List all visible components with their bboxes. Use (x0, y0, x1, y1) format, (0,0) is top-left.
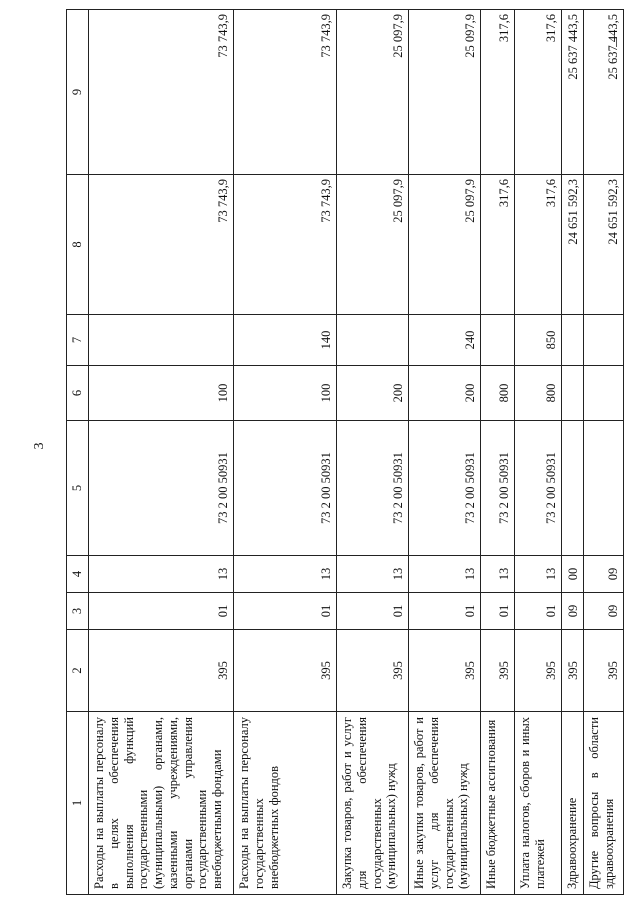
cell-target-article: 73 2 00 50931 (481, 421, 515, 556)
cell-rcode: 395 (234, 630, 337, 712)
header-col-rcode: 2 (67, 630, 89, 712)
cell-description: Иные бюджетные ассигнования (481, 712, 515, 895)
cell-amount-year-2: 73 743,9 (89, 10, 234, 175)
cell-expense-type: 100 (234, 366, 337, 421)
cell-amount-year-2: 25 637 443,5 (584, 10, 624, 175)
cell-section: 01 (409, 593, 481, 630)
cell-description: Другие вопросы в области здравоохранения (584, 712, 624, 895)
page-number: 3 (32, 442, 47, 450)
cell-subsection: 13 (515, 556, 562, 593)
cell-expense-type: 200 (337, 366, 409, 421)
cell-description: Уплата налогов, сборов и иных платежей (515, 712, 562, 895)
cell-amount-year-2: 25 637 443,5 (562, 10, 584, 175)
cell-rcode: 395 (337, 630, 409, 712)
table-row (89, 10, 234, 895)
header-col-amount-year-2: 9 (67, 10, 89, 175)
cell-section: 01 (234, 593, 337, 630)
table-row (481, 10, 515, 895)
cell-amount-year-1: 317,6 (515, 175, 562, 315)
header-col-target-article: 5 (67, 421, 89, 556)
table-row (337, 10, 409, 895)
cell-amount-year-2: 73 743,9 (234, 10, 337, 175)
cell-rcode: 395 (562, 630, 584, 712)
header-col-section: 3 (67, 593, 89, 630)
header-col-expense-subtype: 7 (67, 315, 89, 366)
cell-subsection: 00 (562, 556, 584, 593)
header-col-description: 1 (67, 712, 89, 895)
cell-amount-year-1: 24 651 592,3 (562, 175, 584, 315)
cell-section: 09 (584, 593, 624, 630)
cell-subsection: 13 (89, 556, 234, 593)
table-row (234, 10, 337, 895)
cell-amount-year-1: 317,6 (481, 175, 515, 315)
cell-target-article (584, 421, 624, 556)
cell-target-article (562, 421, 584, 556)
cell-expense-subtype (89, 315, 234, 366)
cell-amount-year-1: 24 651 592,3 (584, 175, 624, 315)
cell-expense-subtype (562, 315, 584, 366)
cell-subsection: 13 (481, 556, 515, 593)
cell-subsection: 13 (337, 556, 409, 593)
cell-description: Иные закупки товаров, работ и услуг для обеспечения государственных (муниципальных) нужд (409, 712, 481, 895)
budget-table (66, 9, 624, 895)
rotated-page-content (66, 10, 621, 895)
header-col-subsection: 4 (67, 556, 89, 593)
cell-expense-type: 800 (481, 366, 515, 421)
cell-expense-type (562, 366, 584, 421)
cell-target-article: 73 2 00 50931 (515, 421, 562, 556)
cell-expense-subtype: 240 (409, 315, 481, 366)
cell-rcode: 395 (89, 630, 234, 712)
cell-rcode: 395 (584, 630, 624, 712)
cell-amount-year-1: 25 097,9 (337, 175, 409, 315)
table-row (515, 10, 562, 895)
cell-section: 01 (515, 593, 562, 630)
cell-target-article: 73 2 00 50931 (409, 421, 481, 556)
cell-rcode: 395 (481, 630, 515, 712)
cell-section: 09 (562, 593, 584, 630)
cell-expense-subtype (337, 315, 409, 366)
cell-expense-type (584, 366, 624, 421)
cell-expense-type: 100 (89, 366, 234, 421)
cell-target-article: 73 2 00 50931 (337, 421, 409, 556)
table-header-row (67, 10, 89, 895)
cell-section: 01 (337, 593, 409, 630)
cell-expense-subtype (584, 315, 624, 366)
cell-description: Здравоохранение (562, 712, 584, 895)
cell-amount-year-1: 73 743,9 (234, 175, 337, 315)
cell-target-article: 73 2 00 50931 (234, 421, 337, 556)
table-row (562, 10, 584, 895)
cell-rcode: 395 (409, 630, 481, 712)
cell-amount-year-2: 25 097,9 (337, 10, 409, 175)
cell-expense-subtype (481, 315, 515, 366)
cell-expense-subtype: 850 (515, 315, 562, 366)
cell-section: 01 (481, 593, 515, 630)
cell-expense-type: 800 (515, 366, 562, 421)
cell-amount-year-2: 25 097,9 (409, 10, 481, 175)
cell-target-article: 73 2 00 50931 (89, 421, 234, 556)
header-col-expense-type: 6 (67, 366, 89, 421)
cell-subsection: 13 (409, 556, 481, 593)
cell-description: Расходы на выплаты персоналу в целях обеспечения выполнения функций государственными (муниципальными) органами, казенными учреждениями, органами управления государственными внебюджетными фондами (89, 712, 234, 895)
cell-subsection: 13 (234, 556, 337, 593)
cell-section: 01 (89, 593, 234, 630)
cell-rcode: 395 (515, 630, 562, 712)
cell-amount-year-1: 25 097,9 (409, 175, 481, 315)
cell-description: Расходы на выплаты персоналу государственных внебюджетных фондов (234, 712, 337, 895)
table-row (584, 10, 624, 895)
cell-amount-year-1: 73 743,9 (89, 175, 234, 315)
cell-description: Закупка товаров, работ и услуг для обеспечения государственных (муниципальных) нужд (337, 712, 409, 895)
cell-expense-type: 200 (409, 366, 481, 421)
cell-amount-year-2: 317,6 (515, 10, 562, 175)
cell-subsection: 09 (584, 556, 624, 593)
cell-expense-subtype: 140 (234, 315, 337, 366)
table-row (409, 10, 481, 895)
cell-amount-year-2: 317,6 (481, 10, 515, 175)
header-col-amount-year-1: 8 (67, 175, 89, 315)
